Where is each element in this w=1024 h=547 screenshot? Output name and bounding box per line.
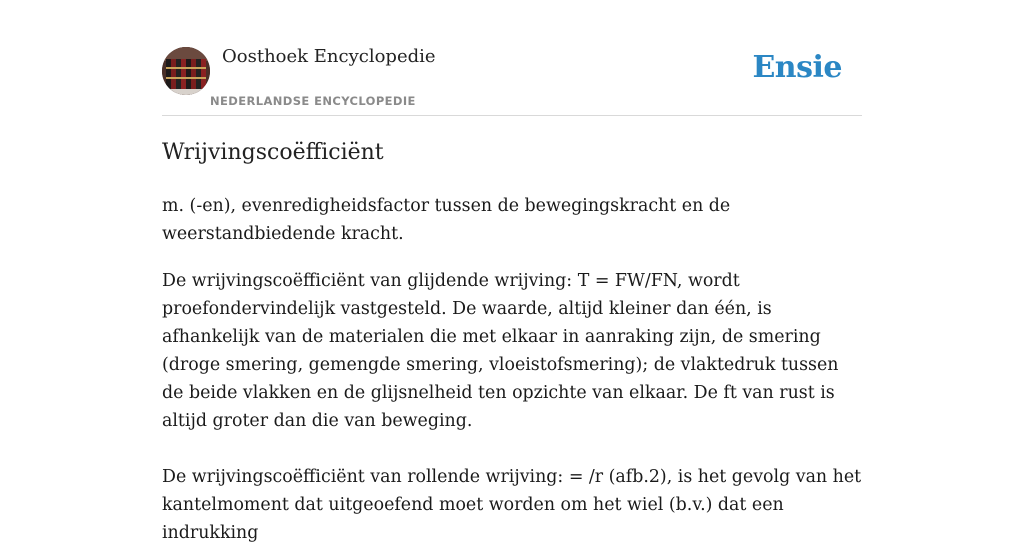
article-paragraph: De wrijvingscoëfficiënt van rollende wrijving: = /r (afb.2), is het gevolg van het kantelmoment dat uitgeoefend moet worden om het wiel (b.v.) dat een indrukking	[162, 467, 862, 543]
books-icon	[162, 47, 210, 95]
ensie-brand-logo[interactable]: Ensie	[752, 50, 842, 85]
encyclopedia-logo-avatar[interactable]	[162, 47, 210, 95]
site-header	[162, 0, 862, 116]
article-title: Wrijvingscoëfficiënt	[162, 140, 384, 165]
page	[162, 0, 862, 543]
article-paragraph: De wrijvingscoëfficiënt van glijdende wrijving: T = FW/FN, wordt proefondervindelijk vastgesteld. De waarde, altijd kleiner dan één, is afhankelijk van de materialen die met elkaar in aanraking zijn, de smering (droge smering, gemengde smering, vloeistofsmering); de vlaktedruk tussen de beide vlakken en de glijsnelheid ten opzichte van elkaar. De ft van rust is altijd groter dan die van beweging.	[162, 271, 839, 431]
site-tagline: NEDERLANDSE ENCYCLOPEDIE	[210, 94, 416, 108]
article-paragraph: m. (-en), evenredigheidsfactor tussen de bewegingskracht en de weerstandbiedende kracht.	[162, 196, 731, 244]
site-name-link[interactable]: Oosthoek Encyclopedie	[222, 46, 436, 67]
